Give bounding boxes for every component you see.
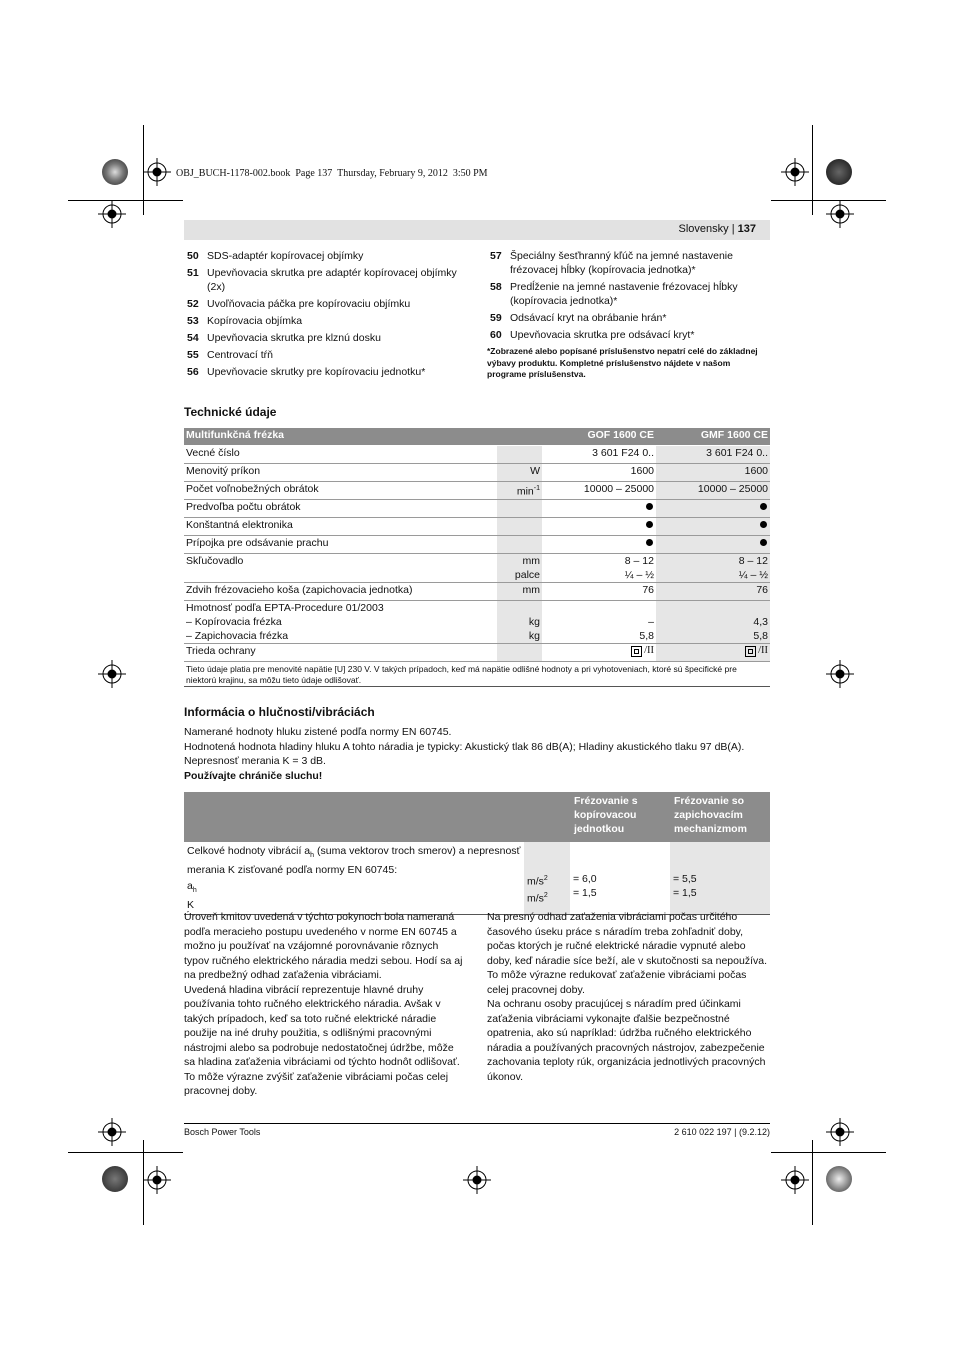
list-item: 53 Kopírovacia objímka <box>187 315 303 327</box>
bullet-icon <box>760 521 767 528</box>
list-item: 51 Upevňovacia skrutka pre adaptér kopírovacej objímky (2x) <box>187 267 457 293</box>
bullet-icon <box>646 521 653 528</box>
parts-list-left <box>184 249 464 382</box>
color-target-icon <box>826 1166 852 1192</box>
footer-right: 2 610 022 197 | (9.2.12) <box>674 1127 770 1137</box>
list-item: 54 Upevňovacia skrutka pre klznú dosku <box>187 332 381 344</box>
header-language: Slovensky <box>678 223 729 235</box>
protection-class-icon <box>631 646 642 657</box>
list-item: 58 Predĺženie na jemné nastavenie frézovacej hĺbky (kopírovacia jednotka)* <box>490 281 738 307</box>
vibration-table <box>184 792 770 915</box>
list-item: 57 Špeciálny šesťhranný kľúč na jemné nastavenie frézovacej hĺbky (kopírovacia jednotka)* <box>490 250 733 276</box>
tech-table <box>184 428 770 687</box>
table-row: Hmotnosť podľa EPTA-Procedure 01/2003 – Kopírovacia frézka – Zapichovacia frézka kg kg – 5,8 4,3 5,8 <box>186 602 768 642</box>
table-row: Vecné číslo 3 601 F24 0.. 3 601 F24 0.. <box>184 446 770 464</box>
table-header: Multifunkčná frézka GOF 1600 CE GMF 1600 CE <box>184 428 770 446</box>
print-header: OBJ_BUCH-1178-002.book Page 137 Thursday, February 9, 2012 3:50 PM <box>176 168 488 179</box>
body-column-left: Úroveň kmitov uvedená v týchto pokynoch bola nameraná podľa meracieho postupu uvedeného v norme EN 60745 a možno ju používať na vzájomné porovnávanie rôznych typov ručného elektrického náradia medzi sebou. Hodí sa aj na predbežný odhad zaťaženia vibráciami. Uvedená hladina vibrácií reprezentuje hlavné druhy používania tohto ručného elektrického náradia. Avšak v takých prípadoch, keď sa toto ručné elektrické náradie použije na iné druhy použitia, s odlišnými pracovnými nástrojmi alebo sa podrobuje nedostatočnej údržbe, môže sa hladina zaťaženia vibráciami od týchto hodnôt odlišovať. To môže výrazne zvýšiť zaťaženie vibráciami počas celej pracovnej doby. <box>184 911 463 1097</box>
color-target-icon <box>102 1166 128 1192</box>
table-header: Frézovanie s kopírovacou jednotkou Frézovanie so zapichovacím mechanizmom <box>184 792 770 842</box>
table-row: Počet voľnobežných obrátok $\min^{-1}$ 10000 – 25000 10000 – 25000 <box>186 483 768 498</box>
tech-heading: Technické údaje <box>184 405 277 419</box>
noise-text: Namerané hodnoty hluku zistené podľa normy EN 60745. Hodnotená hodnota hladiny hluku A tohto náradia je typicky: Akustický tlak 86 dB(A); Hladiny akustického tlaku 97 dB(A). Nepresnosť merania K = 3 dB. Používajte chrániče sluchu! <box>184 726 745 782</box>
parts-list-right <box>487 249 770 381</box>
protection-class-icon <box>745 646 756 657</box>
table-row: Konštantná elektronika <box>184 518 770 536</box>
page-number: 137 <box>737 223 756 235</box>
bullet-icon <box>646 503 653 510</box>
list-item: 50 SDS-adaptér kopírovacej objímky <box>187 250 364 262</box>
table-footnote: Tieto údaje platia pre menovité napätie [U] 230 V. V takých prípadoch, keď má napätie odlišné hodnoty a pri vyhotoveniach, ktoré sú špecifické pre niektorú krajinu, sa môžu tieto údaje odlišovať. <box>184 662 770 687</box>
table-row: Predvoľba počtu obrátok <box>184 500 770 518</box>
accessory-note: *Zobrazené alebo popísané príslušenstvo nepatrí celé do základnej výbavy produktu. Kompletné príslušenstvo nájdete v našom programe príslušenstva. <box>487 346 758 379</box>
table-row: Menovitý príkon W 1600 1600 <box>184 464 770 482</box>
page-header: Slovensky | 137 <box>184 220 770 240</box>
list-item: 55 Centrovací tŕň <box>187 349 273 361</box>
footer-left: Bosch Power Tools <box>184 1127 261 1137</box>
bullet-icon <box>760 503 767 510</box>
color-target-icon <box>102 159 128 185</box>
list-item: 60 Upevňovacia skrutka pre odsávací kryt* <box>490 329 695 341</box>
bullet-icon <box>760 539 767 546</box>
table-row: Zdvih frézovacieho koša (zapichovacia jednotka) mm 76 76 <box>184 583 770 601</box>
footer-rule <box>184 1123 770 1124</box>
list-item: 52 Uvoľňovacia páčka pre kopírovaciu objímku <box>187 298 411 310</box>
list-item: 59 Odsávací kryt na obrábanie hrán* <box>490 312 667 324</box>
table-row: Prípojka pre odsávanie prachu <box>184 536 770 554</box>
bullet-icon <box>646 539 653 546</box>
table-row: Celkové hodnoty vibrácií $a_h$ (suma vektorov troch smerov) a nepresnosť merania K zisťované podľa normy EN 60745: $a_h$ K $m/s^2$ $m/s^2$ = 6,0 = 1,5 = 5,5 = 1,5 <box>184 842 770 915</box>
color-target-icon <box>826 159 852 185</box>
table-row: Skľučovadlo mm palce 8 – 12 ¼ – ½ 8 – 12 ¼ – ½ <box>186 555 768 581</box>
noise-heading: Informácia o hlučnosti/vibráciách <box>184 705 375 719</box>
body-column-right: Na presný odhad zaťaženia vibráciami počas určitého časového úseku práce s náradím treba zohľadniť doby, počas ktorých je ručné elektrické náradie vypnuté alebo doby, keď náradie síce beží, ale v skutočnosti sa nepoužíva. To môže výrazne redukovať zaťaženie vibráciami počas celej pracovnej doby. Na ochranu osoby pracujúcej s náradím pred účinkami zaťaženia vibráciami vykonajte ďalšie bezpečnostné opatrenia, ako sú napríklad: údržba ručného elektrického náradia a používaných pracovných nástrojov, zabezpečenie zachovania teploty rúk, organizácia jednotlivých pracovných úkonov. <box>487 911 768 1083</box>
list-item: 56 Upevňovacie skrutky pre kopírovaciu jednotku* <box>187 366 426 378</box>
table-row: Trieda ochrany /II /II <box>184 644 770 662</box>
